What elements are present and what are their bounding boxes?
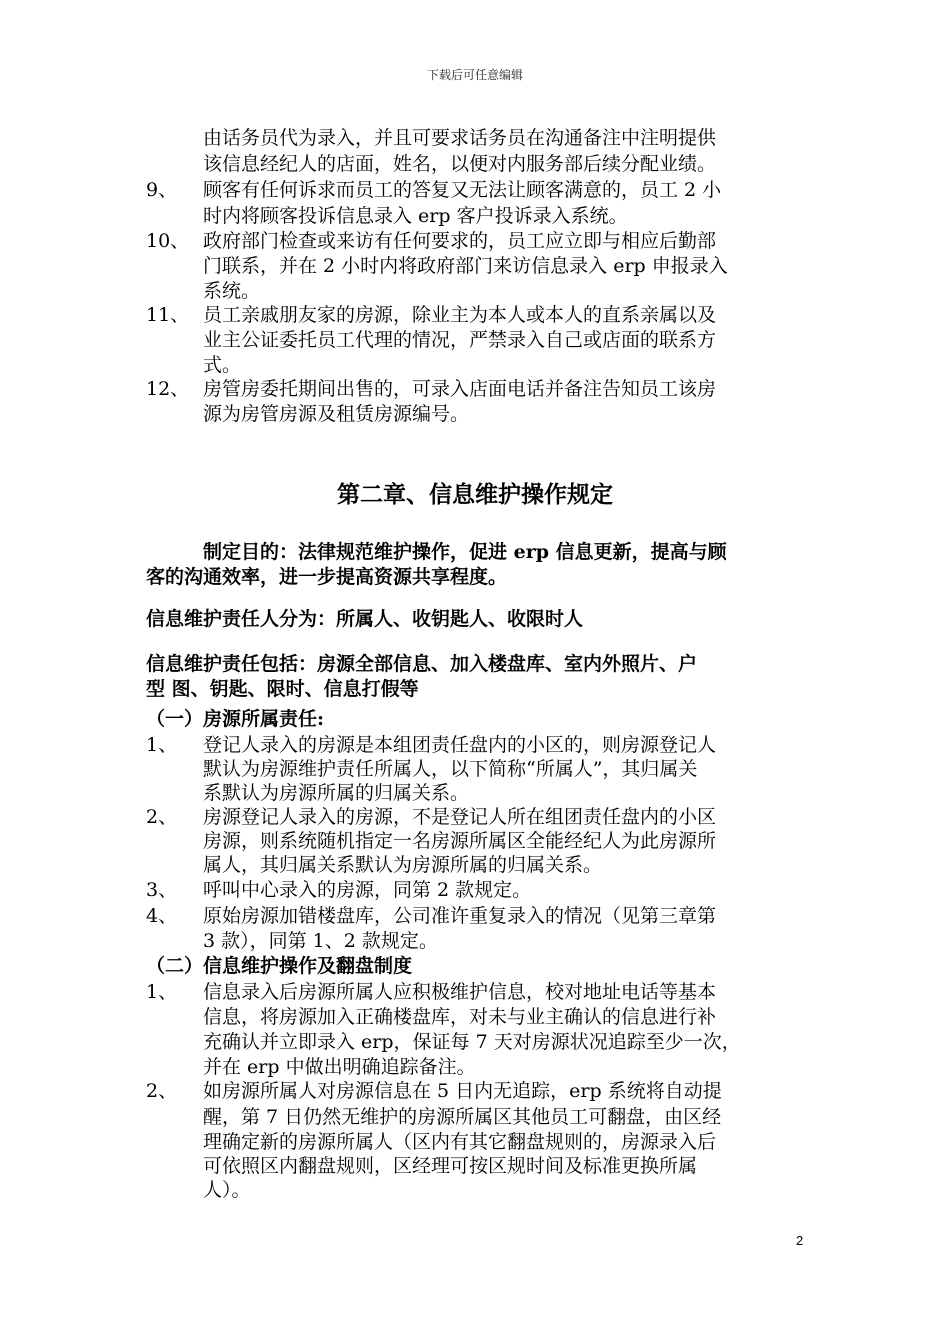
body-line: 式。: [203, 354, 242, 376]
scope-line: 信息维护责任包括：房源全部信息、加入楼盘库、室内外照片、户: [146, 653, 698, 675]
body-line: 人）。: [203, 1179, 251, 1201]
body-line: 属人，其归属关系默认为房源所属的归属关系。: [203, 854, 603, 876]
item-number: 9、: [146, 179, 178, 201]
item-number: 11、: [146, 304, 190, 326]
item-number: 4、: [146, 905, 178, 927]
body-line: 由话务员代为录入，并且可要求话务员在沟通备注中注明提供: [203, 127, 717, 149]
page-header: 下载后可任意编辑: [426, 68, 523, 82]
body-line: 可依照区内翻盘规则，区经理可按区规时间及标准更换所属: [203, 1155, 698, 1177]
item-number: 12、: [146, 378, 190, 400]
body-line: 房源登记人录入的房源，不是登记人所在组团责任盘内的小区: [203, 806, 717, 828]
body-line: 政府部门检查或来访有任何要求的，员工应立即与相应后勤部: [203, 230, 717, 252]
section-title: （二）信息维护操作及翻盘制度: [146, 955, 413, 977]
body-line: 3 款），同第 1、2 款规定。: [203, 930, 438, 952]
item-number: 1、: [146, 734, 178, 756]
responsible-line: 信息维护责任人分为：所属人、收钥匙人、收限时人: [146, 608, 584, 630]
body-line: 登记人录入的房源是本组团责任盘内的小区的，则房源登记人: [203, 734, 717, 756]
body-line: 顾客有任何诉求而员工的答复又无法让顾客满意的，员工 2 小: [203, 179, 722, 201]
section-title: （一）房源所属责任:: [146, 708, 325, 730]
body-line: 原始房源加错楼盘库，公司准许重复录入的情况（见第三章第: [203, 905, 717, 927]
body-line: 员工亲戚朋友家的房源，除业主为本人或本人的直系亲属以及: [203, 304, 717, 326]
body-line: 默认为房源维护责任所属人，以下简称“所属人”，其归属关: [203, 758, 698, 780]
body-line: 业主公证委托员工代理的情况，严禁录入自己或店面的联系方: [203, 329, 717, 351]
body-line: 充确认并立即录入 erp，保证每 7 天对房源状况追踪至少一次，: [203, 1031, 741, 1053]
body-line: 并在 erp 中做出明确追踪备注。: [203, 1056, 476, 1078]
body-line: 门联系，并在 2 小时内将政府部门来访信息录入 erp 申报录入: [203, 255, 728, 277]
scope-line: 型 图、钥匙、限时、信息打假等: [146, 678, 419, 700]
purpose-line: 制定目的：法律规范维护操作，促进 erp 信息更新，提高与顾: [203, 541, 727, 563]
body-line: 源为房管房源及租赁房源编号。: [203, 403, 470, 425]
chapter-title: 第二章、信息维护操作规定: [337, 481, 613, 508]
item-number: 2、: [146, 1080, 178, 1102]
body-line: 如房源所属人对房源信息在 5 日内无追踪，erp 系统将自动提: [203, 1080, 722, 1102]
item-number: 10、: [146, 230, 190, 252]
item-number: 2、: [146, 806, 178, 828]
body-line: 醒，第 7 日仍然无维护的房源所属区其他员工可翻盘，由区经: [203, 1106, 722, 1128]
body-line: 系默认为房源所属的归属关系。: [203, 782, 470, 804]
body-line: 理确定新的房源所属人（区内有其它翻盘规则的，房源录入后: [203, 1131, 717, 1153]
body-line: 呼叫中心录入的房源，同第 2 款规定。: [203, 879, 532, 901]
body-line: 系统。: [203, 280, 261, 302]
body-line: 房源，则系统随机指定一名房源所属区全能经纪人为此房源所: [203, 830, 717, 852]
body-line: 信息录入后房源所属人应积极维护信息，校对地址电话等基本: [203, 981, 717, 1003]
body-line: 房管房委托期间出售的，可录入店面电话并备注告知员工该房: [203, 378, 717, 400]
purpose-line: 客的沟通效率，进一步提高资源共享程度。: [146, 566, 508, 588]
item-number: 3、: [146, 879, 178, 901]
page-number: 2: [796, 1233, 804, 1248]
body-line: 信息，将房源加入正确楼盘库，对未与业主确认的信息进行补: [203, 1006, 717, 1028]
body-line: 该信息经纪人的店面，姓名，以便对内服务部后续分配业绩。: [203, 153, 717, 175]
item-number: 1、: [146, 981, 178, 1003]
body-line: 时内将顾客投诉信息录入 erp 客户投诉录入系统。: [203, 205, 628, 227]
